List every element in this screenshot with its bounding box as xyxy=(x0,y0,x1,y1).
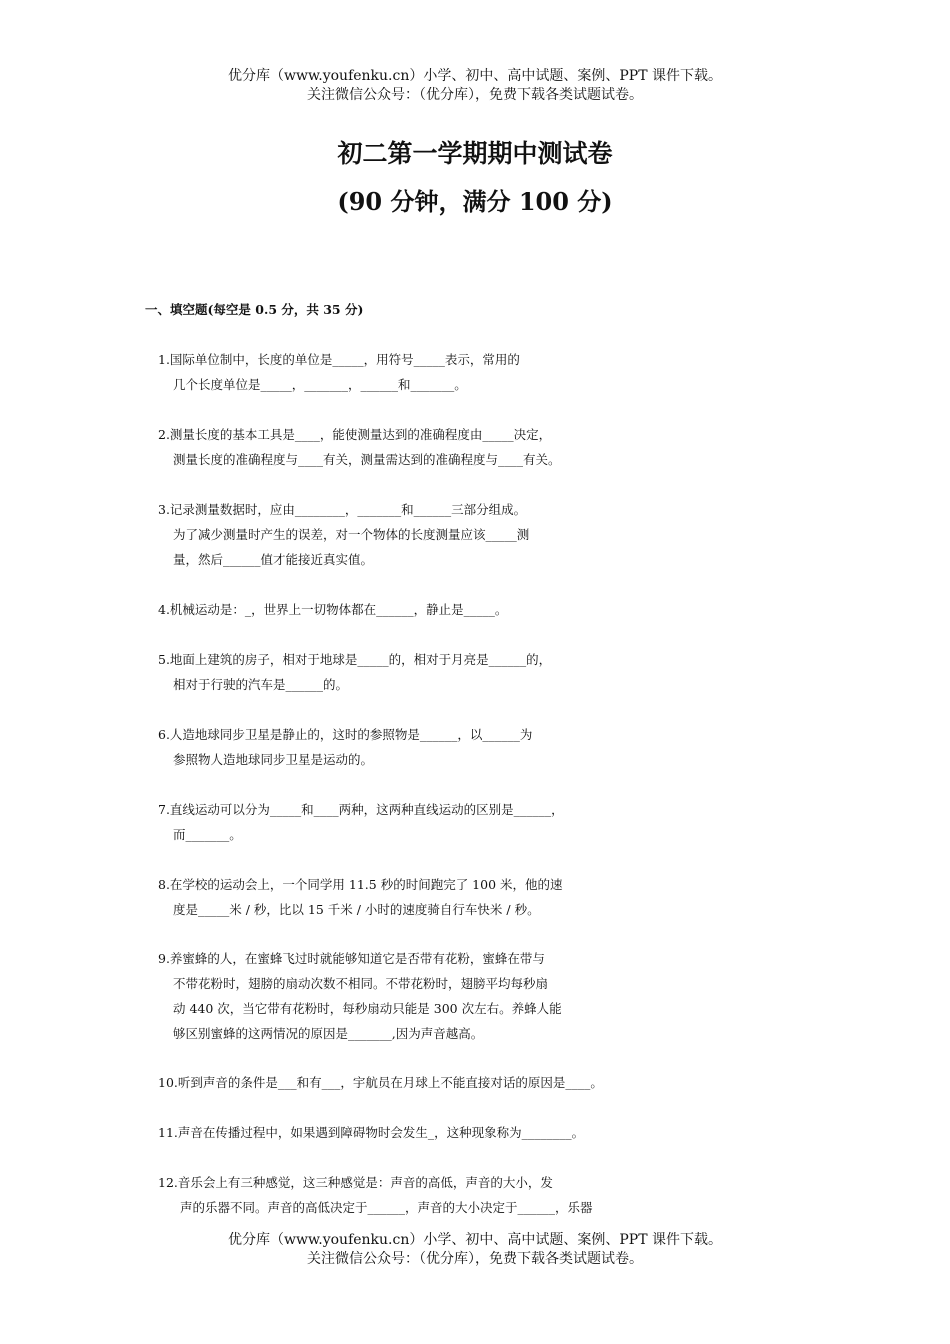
header-line-1: 优分库（www.youfenku.cn）小学、初中、高中试题、案例、PPT 课件下载。 xyxy=(227,68,722,84)
question-line: 声的乐器不同。声音的高低决定于______，声音的大小决定于______，乐器 xyxy=(180,1200,593,1215)
question-line: 够区别蜜蜂的这两情况的原因是_______,因为声音越高。 xyxy=(173,1026,484,1041)
question-line: 3.记录测量数据时，应由________，_______和______三部分组成。 xyxy=(158,502,527,517)
question-line: 7.直线运动可以分为_____和____两种，这两种直线运动的区别是______， xyxy=(158,802,564,817)
question-line: 为了减少测量时产生的误差，对一个物体的长度测量应该_____测 xyxy=(173,527,530,542)
question-line: 11.声音在传播过程中，如果遇到障碍物时会发生_，这种现象称为________。 xyxy=(158,1125,585,1140)
question-line: 12.音乐会上有三种感觉，这三种感觉是：声音的高低，声音的大小，发 xyxy=(158,1175,553,1190)
footer-line-2: 关注微信公众号：（优分库），免费下载各类试题试卷。 xyxy=(307,1251,643,1267)
question-line: 9.养蜜蜂的人，在蜜蜂飞过时就能够知道它是否带有花粉，蜜蜂在带与 xyxy=(158,951,545,966)
question-line: 参照物人造地球同步卫星是运动的。 xyxy=(173,752,374,767)
question-line: 1.国际单位制中，长度的单位是_____，用符号_____表示，常用的 xyxy=(158,352,520,367)
question-line: 量，然后______值才能接近真实值。 xyxy=(173,552,374,567)
question-line: 8.在学校的运动会上，一个同学用 11.5 秒的时间跑完了 100 米，他的速 xyxy=(158,877,563,892)
question-line: 相对于行驶的汽车是______的。 xyxy=(173,677,349,692)
footer-line-1: 优分库（www.youfenku.cn）小学、初中、高中试题、案例、PPT 课件下载。 xyxy=(227,1232,722,1248)
section-heading: 一、填空题(每空是 0.5 分，共 35 分) xyxy=(145,302,364,317)
exam-subtitle: (90 分钟，满分 100 分) xyxy=(337,187,613,216)
question-line: 6.人造地球同步卫星是静止的，这时的参照物是______，以______为 xyxy=(158,727,533,742)
question-line: 4.机械运动是：_，世界上一切物体都在______，静止是_____。 xyxy=(158,602,508,617)
question-line: 测量长度的准确程度与____有关，测量需达到的准确程度与____有关。 xyxy=(173,452,561,467)
question-line: 10.听到声音的条件是___和有___，宇航员在月球上不能直接对话的原因是____。 xyxy=(158,1075,603,1090)
question-line: 动 440 次，当它带有花粉时，每秒扇动只能是 300 次左右。养蜂人能 xyxy=(173,1001,562,1016)
question-line: 而_______。 xyxy=(173,827,242,842)
question-line: 5.地面上建筑的房子，相对于地球是_____的，相对于月亮是______的， xyxy=(158,652,552,667)
question-line: 度是_____米 / 秒，比以 15 千米 / 小时的速度骑自行车快米 / 秒。 xyxy=(173,902,540,917)
exam-title: 初二第一学期期中测试卷 xyxy=(337,139,613,168)
question-line: 不带花粉时，翅膀的扇动次数不相同。不带花粉时，翅膀平均每秒扇 xyxy=(173,976,549,991)
question-line: 2.测量长度的基本工具是____，能使测量达到的准确程度由_____决定， xyxy=(158,427,552,442)
question-line: 几个长度单位是_____，_______，______和_______。 xyxy=(173,377,467,392)
header-line-2: 关注微信公众号：（优分库），免费下载各类试题试卷。 xyxy=(307,87,643,103)
